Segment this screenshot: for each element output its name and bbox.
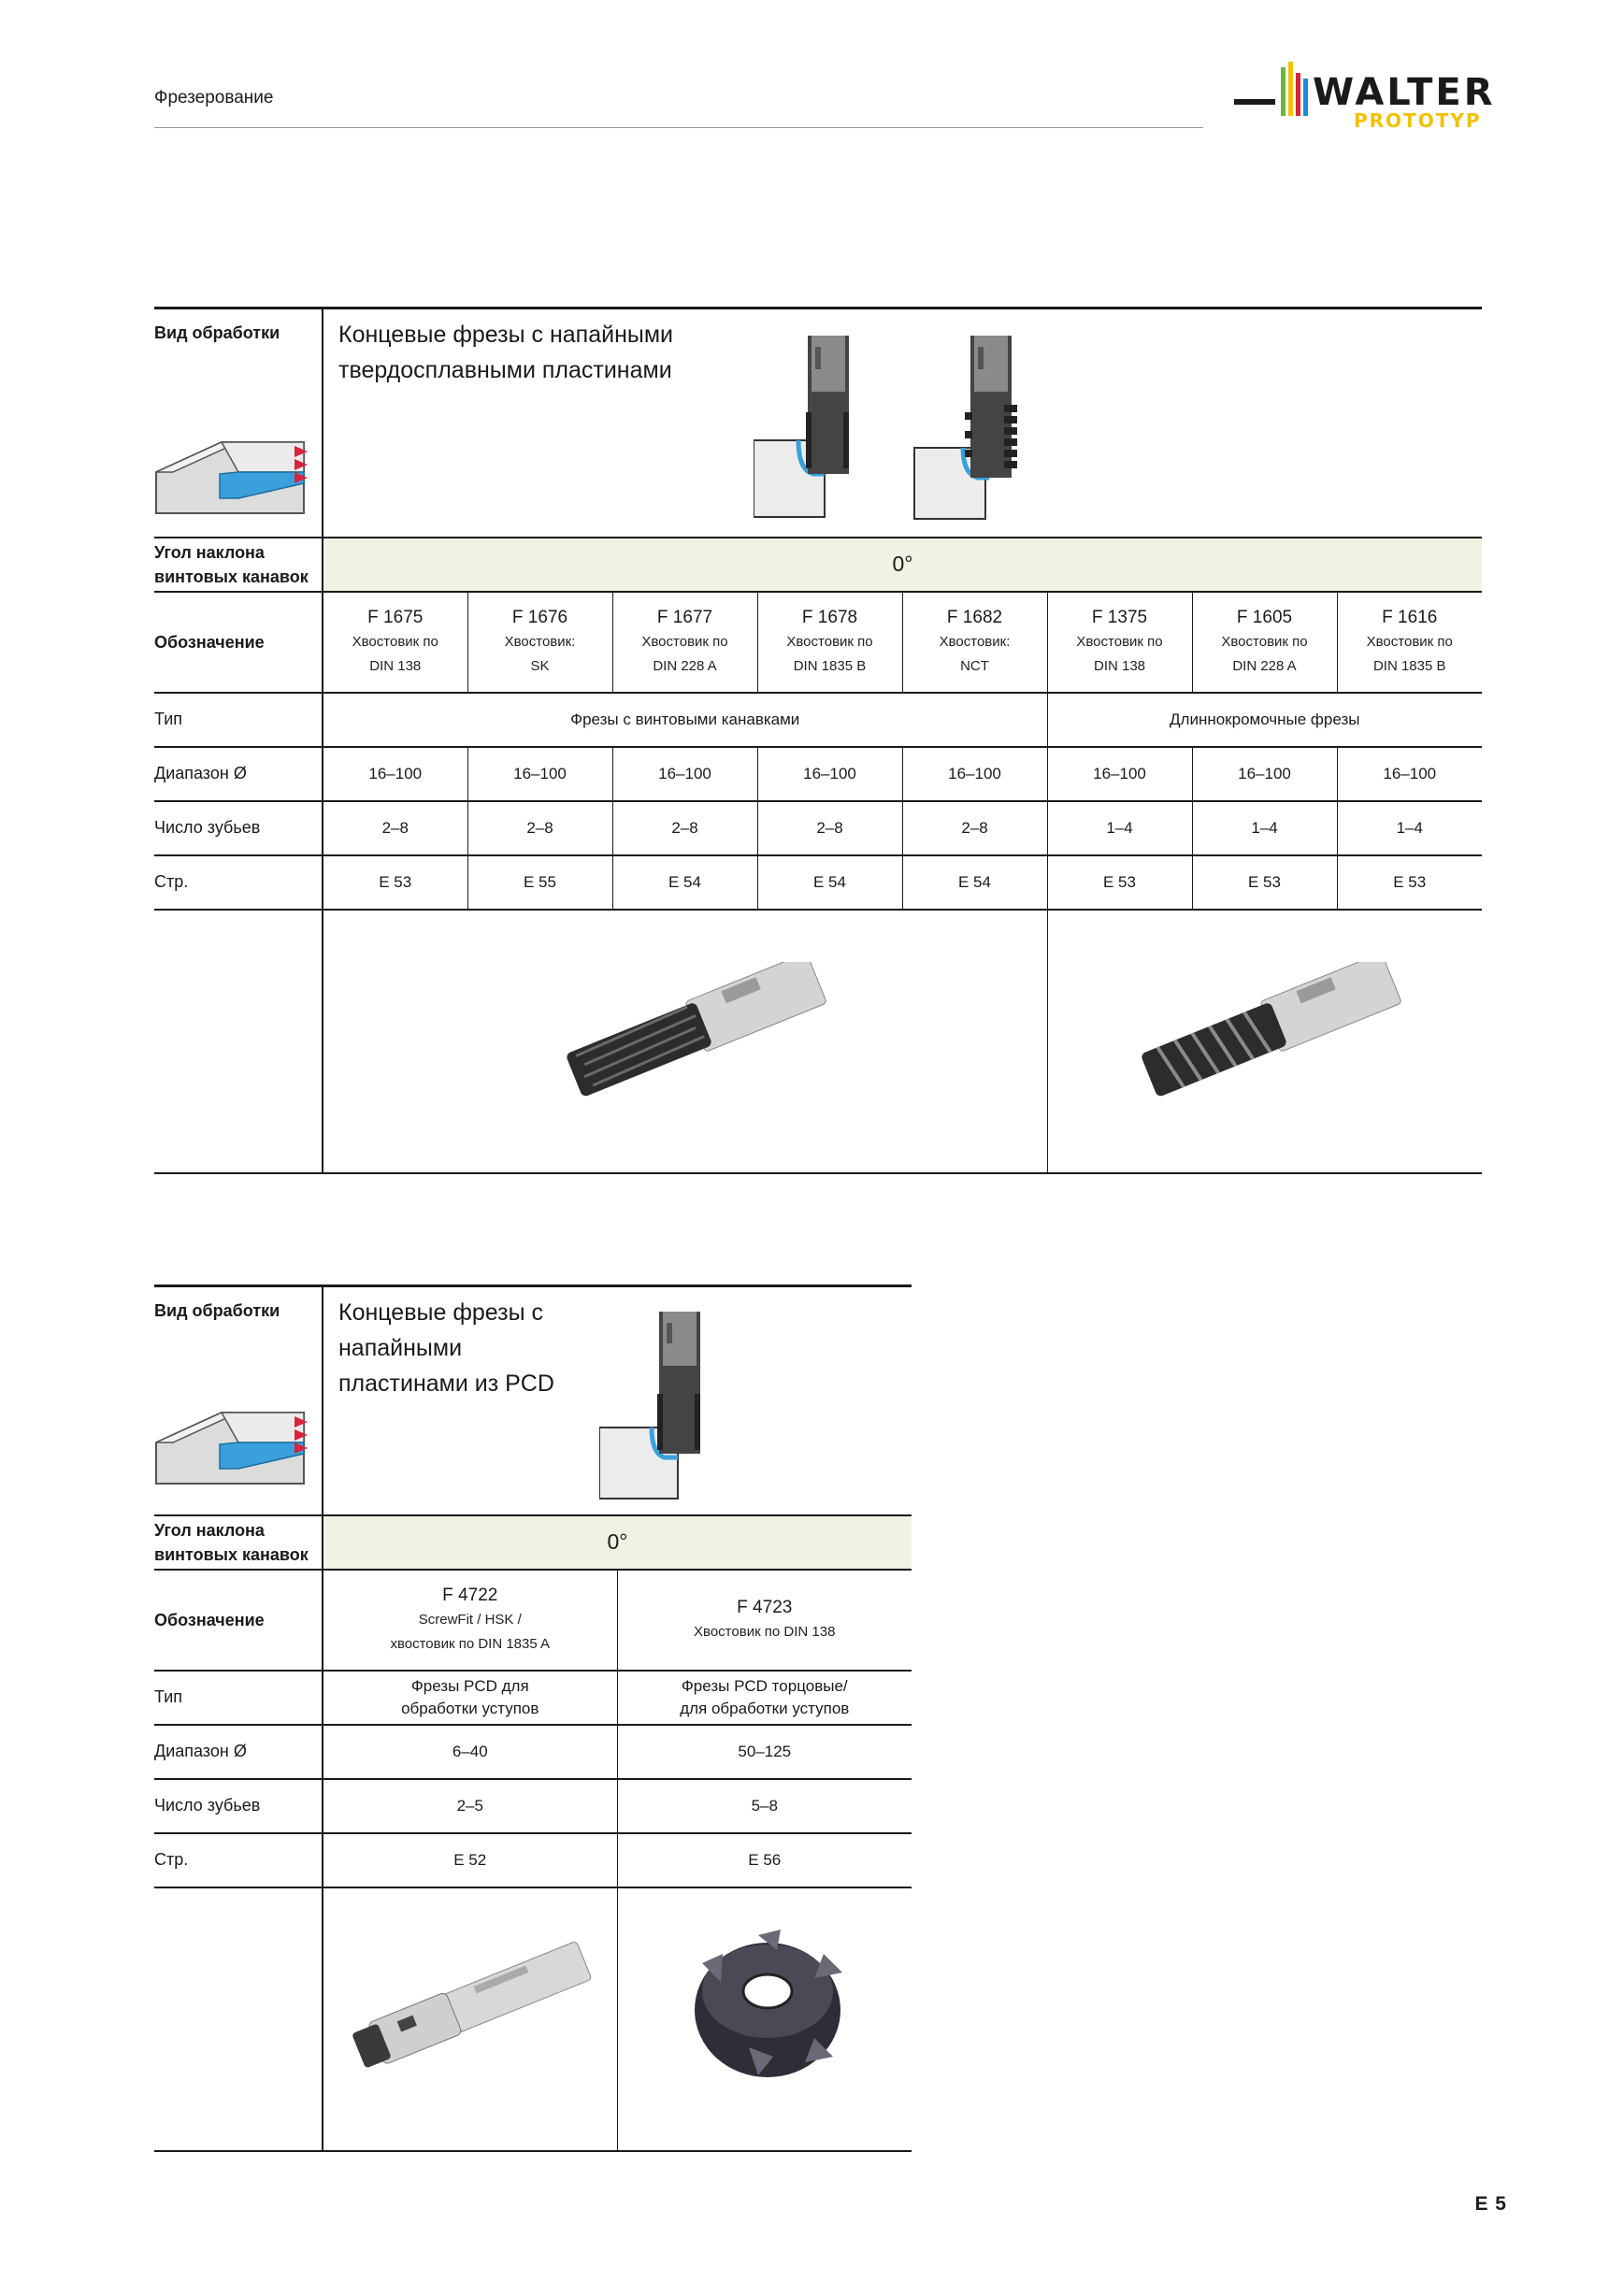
teeth-cell: 2–5 [323, 1779, 617, 1833]
product-cell: F 1375 Хвостовик по DIN 138 [1047, 592, 1192, 693]
diameter-cell: 50–125 [617, 1725, 912, 1779]
image-cell-f4723 [617, 1887, 912, 2151]
product-cell: F 4722 ScrewFit / HSK / хвостовик по DIN 1835 A [323, 1570, 617, 1671]
page-number: E 5 [1474, 2193, 1507, 2215]
page-ref[interactable]: E 56 [617, 1833, 912, 1887]
type-label: Тип [154, 1687, 183, 1706]
teeth-cell: 2–8 [467, 801, 612, 855]
teeth-row [154, 1779, 912, 1833]
helix-value: 0° [323, 538, 1482, 592]
helix-value: 0° [323, 1515, 912, 1570]
designation-label: Обозначение [154, 632, 265, 652]
diameter-cell: 16–100 [323, 747, 467, 801]
table2-title: Концевые фрезы с напайными пластинами из PCD [338, 1299, 554, 1397]
page-ref[interactable]: E 53 [1047, 855, 1192, 910]
product-cell: F 1675 Хвостовик по DIN 138 [323, 592, 467, 693]
page-ref[interactable]: E 53 [1337, 855, 1482, 910]
product-cell: F 1605 Хвостовик по DIN 228 A [1192, 592, 1337, 693]
product-cell: F 1677 Хвостовик по DIN 228 A [612, 592, 757, 693]
type-row [154, 1671, 912, 1725]
diameter-cell: 16–100 [1047, 747, 1192, 801]
teeth-cell: 1–4 [1047, 801, 1192, 855]
product-cell: F 1676 Хвостовик: SK [467, 592, 612, 693]
header-rule [154, 127, 1203, 128]
type-cell: Фрезы PCD торцовые/ для обработки уступов [617, 1671, 912, 1725]
walter-prototyp-logo [1234, 60, 1511, 135]
helix-label: Угол наклона винтовых канавок [154, 542, 309, 586]
page-label: Стр. [154, 872, 189, 891]
image-cell-helical [323, 910, 1047, 1173]
pcd-shoulder-mill-photo [352, 1940, 595, 2080]
type-label: Тип [154, 710, 183, 728]
teeth-row [154, 801, 1482, 855]
designation-row [154, 592, 1482, 693]
image-cell-f4722 [323, 1887, 617, 2151]
helix-label: Угол наклона винтовых канавок [154, 1520, 309, 1564]
designation-label: Обозначение [154, 1610, 265, 1629]
page-ref[interactable]: E 53 [1192, 855, 1337, 910]
teeth-cell: 2–8 [323, 801, 467, 855]
teeth-cell: 1–4 [1337, 801, 1482, 855]
diameter-cell: 16–100 [757, 747, 902, 801]
page-row [154, 855, 1482, 910]
page-row [154, 1833, 912, 1887]
diameter-cell: 16–100 [612, 747, 757, 801]
product-cell: F 1616 Хвостовик по DIN 1835 B [1337, 592, 1482, 693]
page-ref[interactable]: E 54 [757, 855, 902, 910]
type-cell: Фрезы PCD для обработки уступов [323, 1671, 617, 1725]
diameter-cell: 16–100 [902, 747, 1047, 801]
diameter-row [154, 1725, 912, 1779]
type-group-helical: Фрезы с винтовыми канавками [323, 693, 1047, 747]
teeth-label: Число зубьев [154, 1796, 261, 1815]
helical-end-mill-photo [557, 962, 838, 1102]
teeth-cell: 1–4 [1192, 801, 1337, 855]
long-edge-end-mill-photo [1132, 962, 1413, 1102]
section-title: Фрезерование [154, 88, 274, 108]
page-ref[interactable]: E 52 [323, 1833, 617, 1887]
teeth-cell: 2–8 [902, 801, 1047, 855]
diameter-cell: 16–100 [467, 747, 612, 801]
shoulder-milling-icon [154, 423, 319, 532]
designation-row [154, 1570, 912, 1671]
machining-label: Вид обработки [154, 323, 280, 342]
image-cell-long-edge [1047, 910, 1482, 1173]
table-pcd-end-mills [154, 1284, 912, 2152]
logo-brand-text: WALTER [1313, 71, 1496, 114]
table1-title: Концевые фрезы с напайными твердосплавными пластинами [338, 322, 674, 383]
pcd-end-mill-diagram-icon [599, 1308, 740, 1504]
pcd-face-mill-photo [683, 1916, 852, 2094]
teeth-cell: 5–8 [617, 1779, 912, 1833]
page-ref[interactable]: E 54 [612, 855, 757, 910]
page-ref[interactable]: E 54 [902, 855, 1047, 910]
product-cell: F 4723 Хвостовик по DIN 138 [617, 1570, 912, 1671]
product-cell: F 1678 Хвостовик по DIN 1835 B [757, 592, 902, 693]
type-group-long-edge: Длиннокромочные фрезы [1047, 693, 1482, 747]
teeth-cell: 2–8 [612, 801, 757, 855]
table-carbide-end-mills [154, 307, 1482, 1174]
teeth-label: Число зубьев [154, 818, 261, 837]
diameter-label: Диапазон Ø [154, 764, 247, 782]
machining-label: Вид обработки [154, 1301, 280, 1320]
page-ref[interactable]: E 55 [467, 855, 612, 910]
page-ref[interactable]: E 53 [323, 855, 467, 910]
page-label: Стр. [154, 1850, 189, 1869]
diameter-cell: 16–100 [1337, 747, 1482, 801]
logo-line-text: PROTOTYP [1354, 109, 1482, 132]
diameter-row [154, 747, 1482, 801]
diameter-label: Диапазон Ø [154, 1742, 247, 1760]
teeth-cell: 2–8 [757, 801, 902, 855]
diameter-cell: 6–40 [323, 1725, 617, 1779]
product-cell: F 1682 Хвостовик: NCT [902, 592, 1047, 693]
end-mill-diagram-icon [754, 328, 1034, 524]
shoulder-milling-icon [154, 1394, 319, 1502]
diameter-cell: 16–100 [1192, 747, 1337, 801]
